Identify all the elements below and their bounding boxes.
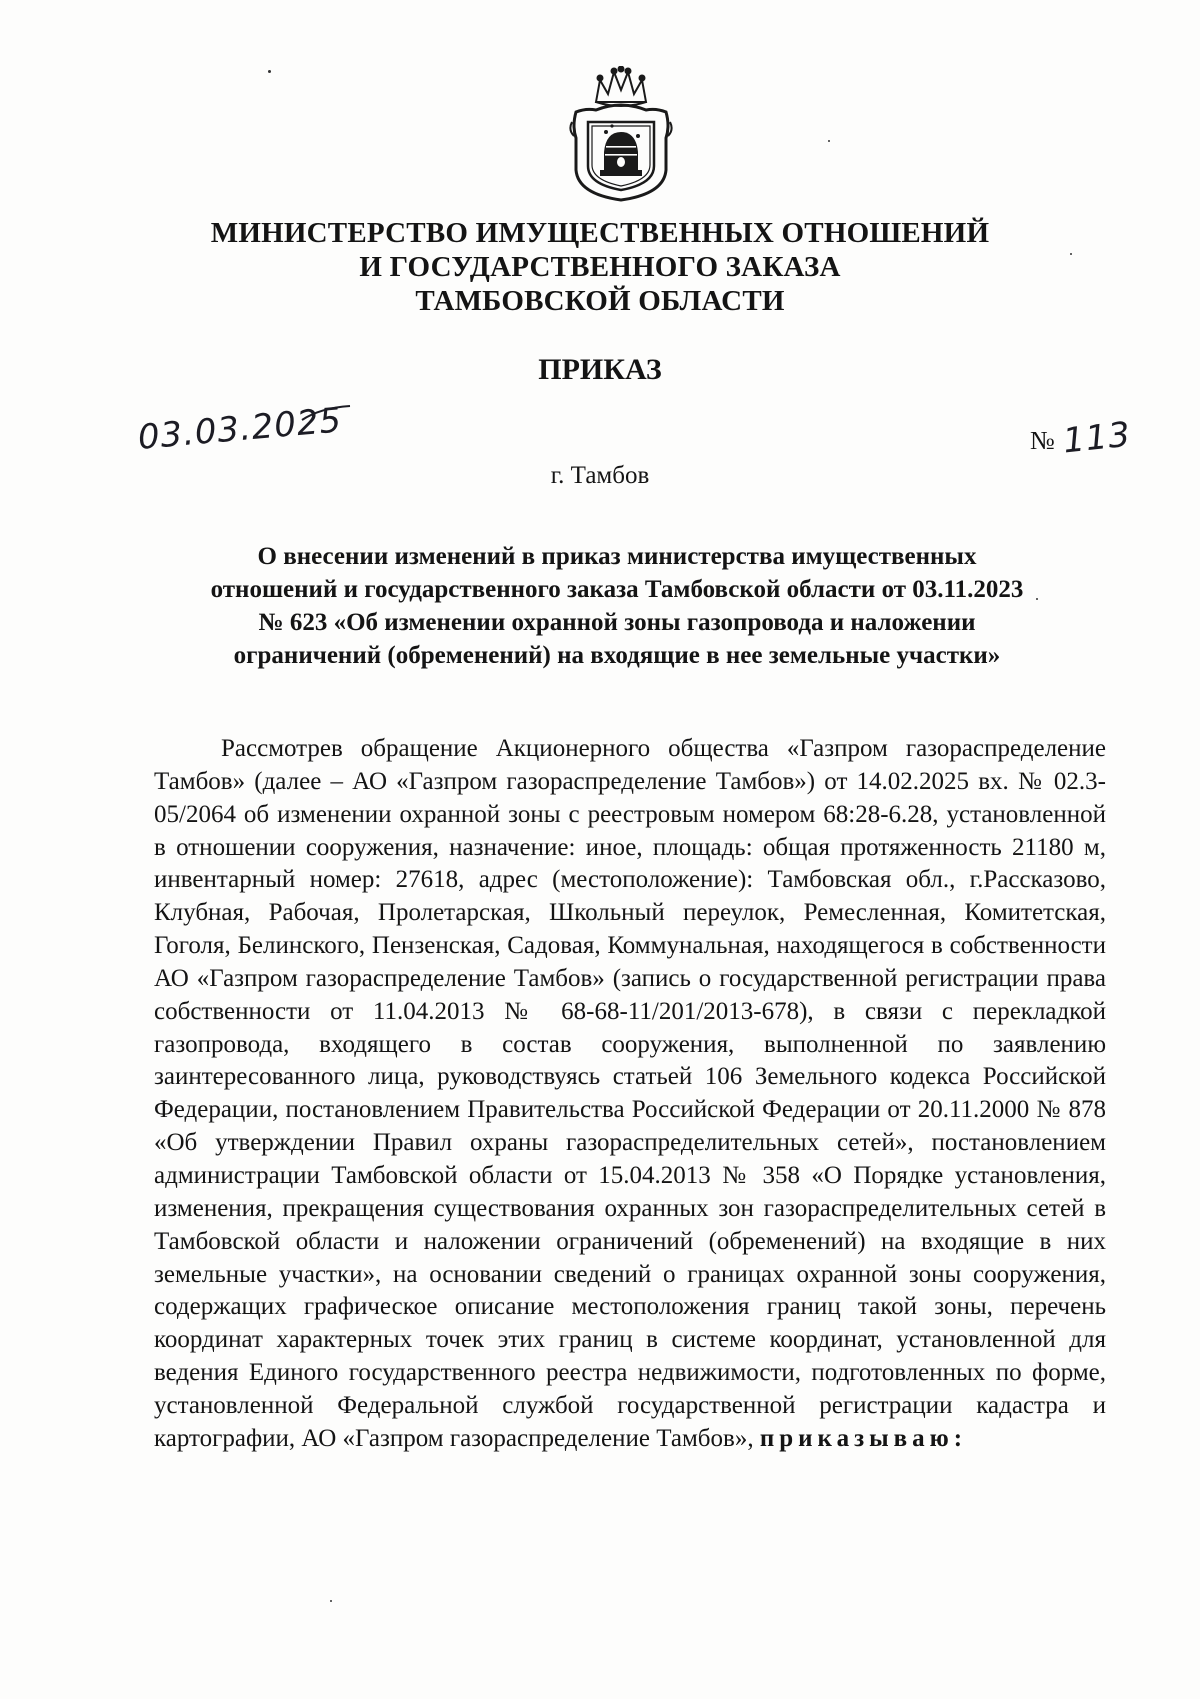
scan-speck xyxy=(268,70,271,73)
body-text: Рассмотрев обращение Акционерного общества «Газпром газораспределение Тамбов» (далее – АО «Газпром газораспределение Тамбов») от 14.02.2025 вх. № 02.3-05/2064 об изменении охранной зоны с реестровым номером 68:28-6.28, установленной в отношении сооружения, назначение: иное, площадь: общая протяженность 21180 м, инвентарный номер: 27618, адрес (местоположение): Тамбовская обл., г.Рассказово, Клубная, Рабочая, Пролетарская, Школьный переулок, Ремесленная, Комитетская, Гоголя, Белинского, Пензенская, Садовая, Коммунальная, находящегося в собственности АО «Газпром газораспределение Тамбов» (запись о государственной регистрации права собственности от 11.04.2013 № 68-68-11/201/2013-678), в связи с перекладкой газопровода, входящего в состав сооружения, выполненной по заявлению заинтересованного лица, руководствуясь статьей 106 Земельного кодекса Российской Федерации, постановлением Правительства Российской Федерации от 20.11.2000 № 878 «Об утверждении Правил охраны газораспределительных сетей», постановлением администрации Тамбовской области от 15.04.2013 № 358 «О Порядке установления, изменения, прекращения существования охранных зон газораспределительных сетей в Тамбовской области и наложении ограничений (обременений) на входящие в них земельные участки», на основании сведений о границах охранной зоны сооружения, содержащих графическое описание местоположения границ такой зоны, перечень координат характерных точек этих границ в системе координат, установленной для ведения Единого государственного реестра недвижимости, подготовленных по форме, установленной Федеральной службой государственной регистрации кадастра и картографии, АО «Газпром газораспределение Тамбов», xyxy=(154,735,1106,1452)
order-word: приказываю: xyxy=(759,1424,968,1452)
body-paragraph xyxy=(154,733,1106,1456)
date-flourish-icon xyxy=(300,404,352,424)
scan-speck xyxy=(828,140,830,142)
handwritten-number: 113 xyxy=(1060,414,1133,462)
scan-speck xyxy=(1036,598,1038,600)
city: г. Тамбов xyxy=(550,462,650,489)
number-label: № xyxy=(1030,426,1055,455)
org-line: И ГОСУДАРСТВЕННОГО ЗАКАЗА xyxy=(359,251,841,283)
document-type: ПРИКАЗ xyxy=(538,353,662,386)
subject-line: отношений и государственного заказа Тамбовской области от 03.11.2023 xyxy=(210,576,1024,603)
scan-speck xyxy=(330,1600,332,1602)
subject-line: ограничений (обременений) на входящие в нее земельные участки» xyxy=(233,642,1001,669)
document-subject xyxy=(150,540,1084,672)
tambov-coat-of-arms-icon xyxy=(566,66,676,204)
org-line: МИНИСТЕРСТВО ИМУЩЕСТВЕННЫХ ОТНОШЕНИЙ xyxy=(210,217,990,249)
handwritten-date: 03.03.2025 xyxy=(136,400,344,458)
subject-line: № 623 «Об изменении охранной зоны газопровода и наложении xyxy=(258,609,976,636)
subject-line: О внесении изменений в приказ министерства имущественных xyxy=(257,543,977,570)
scan-speck xyxy=(1070,253,1072,255)
organization-name xyxy=(150,216,1050,318)
org-line: ТАМБОВСКОЙ ОБЛАСТИ xyxy=(415,285,785,317)
document-number xyxy=(1030,414,1133,462)
